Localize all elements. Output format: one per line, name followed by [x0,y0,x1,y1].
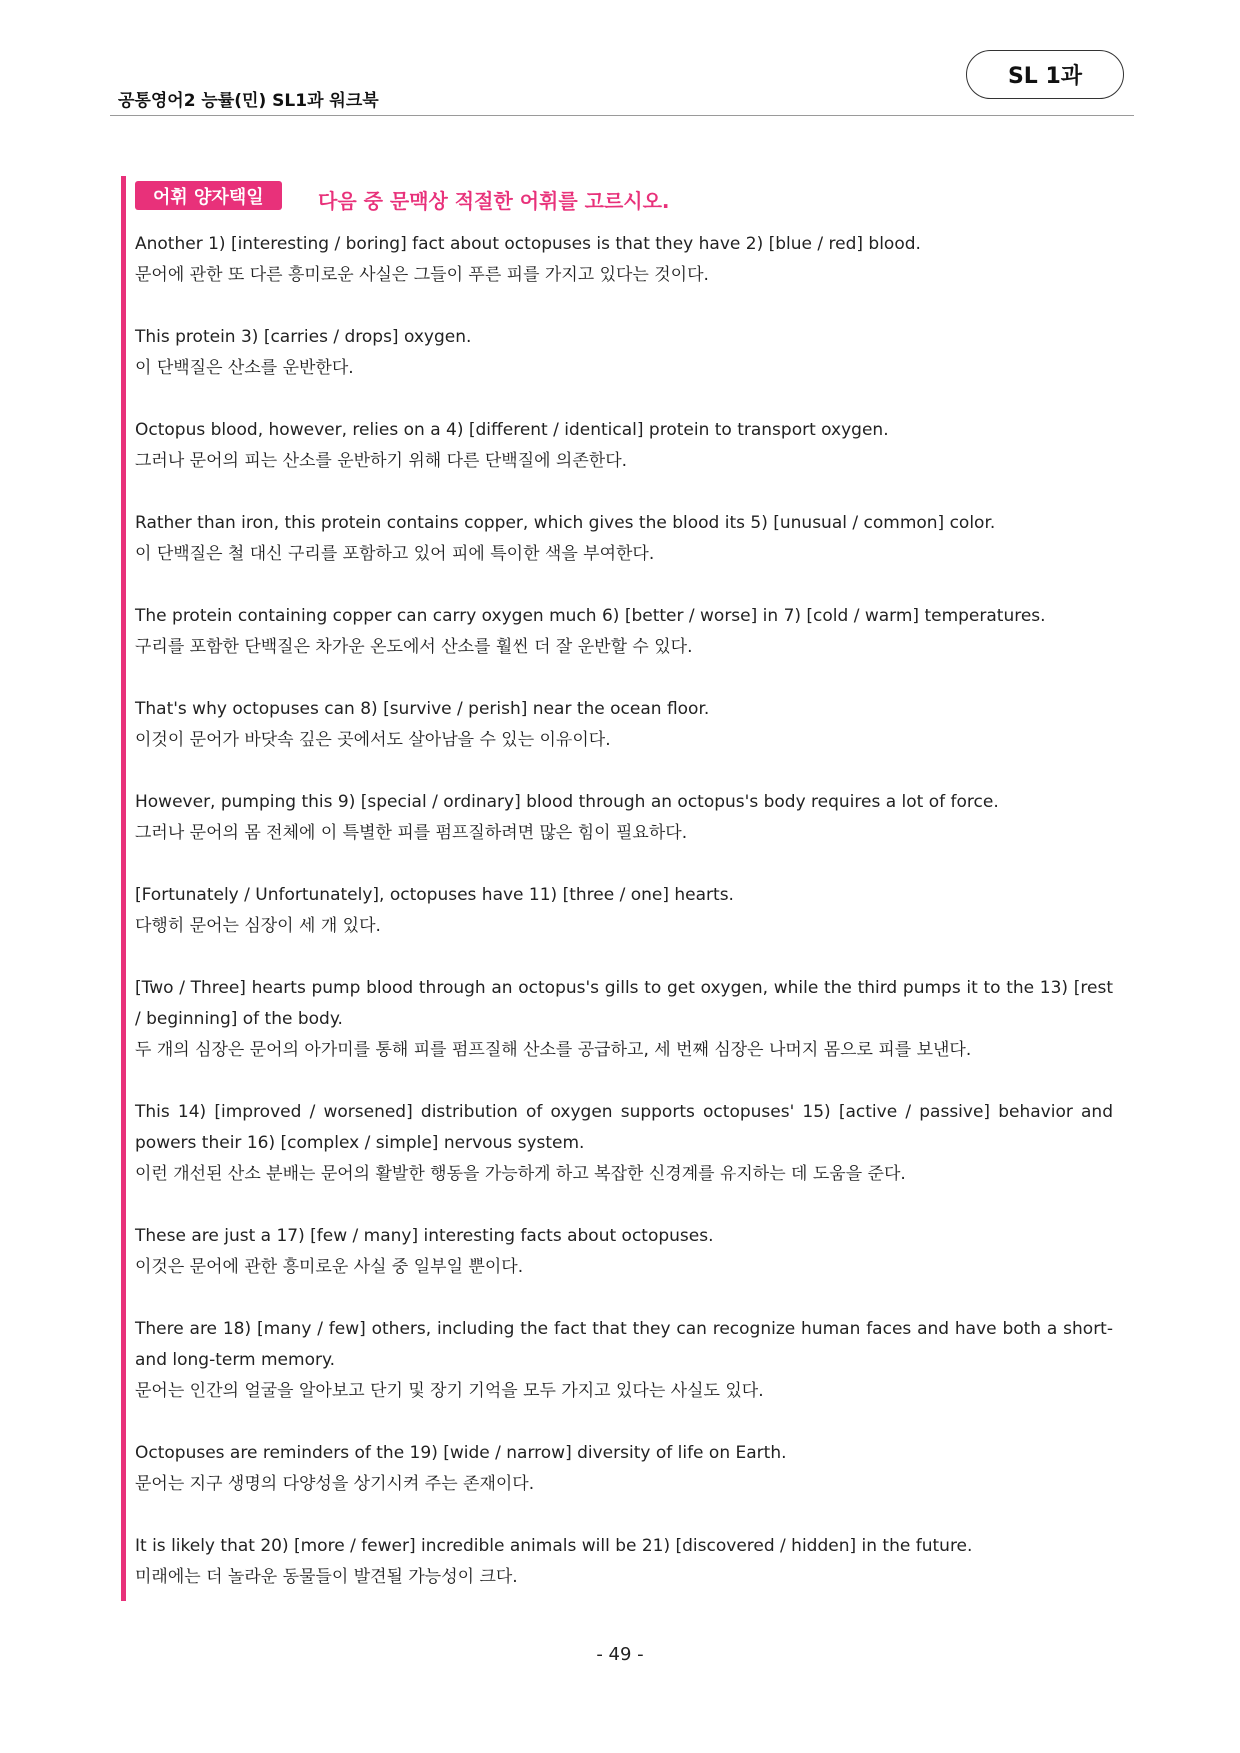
korean-translation: 이 단백질은 산소를 운반한다. [135,358,354,378]
vocabulary-item [135,1314,1113,1407]
korean-translation: 이것은 문어에 관한 흥미로운 사실 중 일부일 뿐이다. [135,1257,524,1277]
korean-translation: 이것이 문어가 바닷속 깊은 곳에서도 살아남을 수 있는 이유이다. [135,730,611,750]
vocabulary-item [135,694,1113,756]
korean-translation: 문어에 관한 또 다른 흥미로운 사실은 그들이 푸른 피를 가지고 있다는 것이다. [135,265,709,285]
korean-translation: 구리를 포함한 단백질은 차가운 온도에서 산소를 훨씬 더 잘 운반할 수 있다. [135,637,693,657]
vocabulary-item [135,1438,1113,1500]
vocabulary-item [135,1221,1113,1283]
vocabulary-item [135,322,1113,384]
section-instruction: 다음 중 문맥상 적절한 어휘를 고르시오. [318,189,670,213]
vocabulary-item [135,1097,1113,1190]
section-tag: 어휘 양자택일 [135,181,282,210]
header-divider [110,115,1134,116]
vocabulary-item [135,229,1113,291]
korean-translation: 이 단백질은 철 대신 구리를 포함하고 있어 피에 특이한 색을 부여한다. [135,544,655,564]
english-sentence: [Fortunately / Unfortunately], octopuses have 11) [three / one] hearts. [135,885,734,905]
korean-translation: 문어는 지구 생명의 다양성을 상기시켜 주는 존재이다. [135,1474,535,1494]
document-header-title: 공통영어2 능률(민) SL1과 워크북 [118,91,379,111]
vocabulary-item [135,601,1113,663]
section-accent-bar [121,176,126,1601]
korean-translation: 두 개의 심장은 문어의 아가미를 통해 피를 펌프질해 산소를 공급하고, 세 번째 심장은 나머지 몸으로 피를 보낸다. [135,1040,972,1060]
korean-translation: 문어는 인간의 얼굴을 알아보고 단기 및 장기 기억을 모두 가지고 있다는 사실도 있다. [135,1381,764,1401]
english-sentence: [Two / Three] hearts pump blood through an octopus's gills to get oxygen, while the third pumps it to the 13) [rest / beginning] of the body. [135,978,1113,1029]
vocabulary-item [135,787,1113,849]
english-sentence: The protein containing copper can carry oxygen much 6) [better / worse] in 7) [cold / warm] temperatures. [135,606,1046,626]
english-sentence: This 14) [improved / worsened] distribution of oxygen supports octopuses' 15) [active / passive] behavior and powers their 16) [complex / simple] nervous system. [135,1102,1113,1153]
vocabulary-item [135,973,1113,1066]
english-sentence: It is likely that 20) [more / fewer] incredible animals will be 21) [discovered / hidden] in the future. [135,1536,973,1556]
vocabulary-items [135,229,1113,1624]
vocabulary-item [135,508,1113,570]
english-sentence: However, pumping this 9) [special / ordinary] blood through an octopus's body requires a lot of force. [135,792,999,812]
lesson-badge: SL 1과 [966,50,1124,99]
english-sentence: This protein 3) [carries / drops] oxygen. [135,327,472,347]
korean-translation: 이런 개선된 산소 분배는 문어의 활발한 행동을 가능하게 하고 복잡한 신경계를 유지하는 데 도움을 준다. [135,1164,906,1184]
vocabulary-item [135,880,1113,942]
vocabulary-item [135,415,1113,477]
korean-translation: 그러나 문어의 몸 전체에 이 특별한 피를 펌프질하려면 많은 힘이 필요하다. [135,823,688,843]
korean-translation: 미래에는 더 놀라운 동물들이 발견될 가능성이 크다. [135,1567,518,1587]
english-sentence: These are just a 17) [few / many] interesting facts about octopuses. [135,1226,714,1246]
english-sentence: Rather than iron, this protein contains copper, which gives the blood its 5) [unusual / common] color. [135,513,996,533]
vocabulary-item [135,1531,1113,1593]
korean-translation: 다행히 문어는 심장이 세 개 있다. [135,916,381,936]
page-number: - 49 - [596,1644,644,1665]
english-sentence: Octopus blood, however, relies on a 4) [different / identical] protein to transport oxygen. [135,420,889,440]
english-sentence: Another 1) [interesting / boring] fact about octopuses is that they have 2) [blue / red] blood. [135,234,921,254]
korean-translation: 그러나 문어의 피는 산소를 운반하기 위해 다른 단백질에 의존한다. [135,451,628,471]
english-sentence: That's why octopuses can 8) [survive / perish] near the ocean floor. [135,699,710,719]
english-sentence: There are 18) [many / few] others, including the fact that they can recognize human faces and have both a short- and long-term memory. [135,1319,1113,1370]
english-sentence: Octopuses are reminders of the 19) [wide / narrow] diversity of life on Earth. [135,1443,787,1463]
